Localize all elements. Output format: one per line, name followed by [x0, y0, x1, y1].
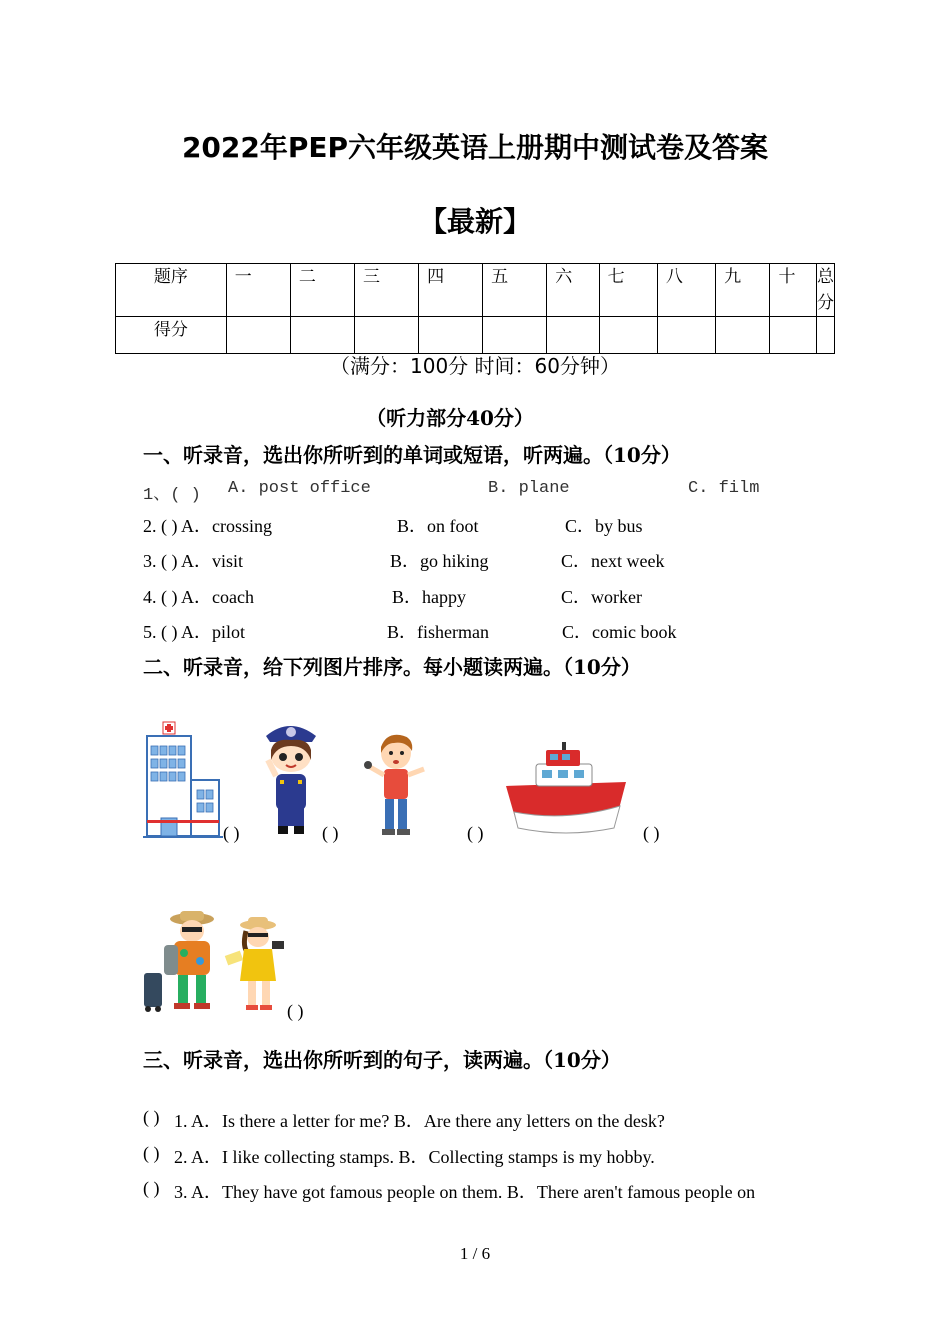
table-cell: 总分	[817, 264, 835, 317]
q3-option-b[interactable]: B．go hiking	[390, 551, 489, 571]
ship-image	[502, 742, 630, 838]
doc-title-sub: 【最新】	[418, 205, 531, 238]
table-cell[interactable]	[770, 317, 817, 354]
table-cell: 一	[226, 264, 290, 317]
page-number: 1 / 6	[459, 1244, 491, 1263]
table-cell: 二	[290, 264, 354, 317]
s3-q3-text: 3. A．They have got famous people on them. B．There aren't famous people on	[174, 1182, 756, 1202]
q3-option-a[interactable]: 3. ( ) A．visit	[143, 551, 244, 571]
police-officer-image	[258, 720, 322, 838]
travelers-image	[140, 907, 290, 1015]
q1-option-c[interactable]: C. film	[688, 479, 760, 498]
table-cell: 十	[770, 264, 817, 317]
q1-option-b[interactable]: B. plane	[488, 479, 570, 498]
q3-option-c[interactable]: C．next week	[561, 551, 665, 571]
table-cell[interactable]	[817, 317, 835, 354]
section3-heading: 三、听录音，选出你所听到的句子，读两遍。（10分）	[143, 1048, 621, 1072]
score-table	[115, 263, 835, 354]
pic1-answer-blank[interactable]: ( )	[223, 823, 240, 843]
q2-option-c[interactable]: C．by bus	[565, 516, 643, 536]
table-cell: 得分	[116, 317, 227, 354]
table-cell[interactable]	[419, 317, 483, 354]
table-cell[interactable]	[226, 317, 290, 354]
table-row	[116, 317, 835, 354]
boy-singing-image	[356, 733, 432, 837]
table-cell[interactable]	[354, 317, 418, 354]
q2-option-b[interactable]: B．on foot	[397, 516, 479, 536]
table-cell[interactable]	[599, 317, 657, 354]
q5-option-a[interactable]: 5. ( ) A．pilot	[143, 622, 245, 642]
q1-number: 1、( )	[143, 486, 201, 505]
hospital-image	[143, 720, 223, 838]
section2-heading: 二、听录音，给下列图片排序。每小题读两遍。（10分）	[143, 655, 641, 679]
listening-part-label: （听力部分40分）	[366, 406, 534, 430]
s3-q3-bracket[interactable]: ( )	[143, 1178, 160, 1198]
table-cell: 九	[716, 264, 770, 317]
table-cell[interactable]	[290, 317, 354, 354]
table-cell: 三	[354, 264, 418, 317]
pic5-answer-blank[interactable]: ( )	[287, 1001, 304, 1021]
pic3-answer-blank[interactable]: ( )	[467, 823, 484, 843]
table-cell: 五	[483, 264, 547, 317]
pic4-answer-blank[interactable]: ( )	[643, 823, 660, 843]
q1-option-a[interactable]: A. post office	[228, 479, 371, 498]
table-cell: 七	[599, 264, 657, 317]
table-cell: 八	[657, 264, 715, 317]
s3-q2-bracket[interactable]: ( )	[143, 1143, 160, 1163]
s3-q1-text: 1. A．Is there a letter for me? B．Are there any letters on the desk?	[174, 1111, 665, 1131]
table-cell[interactable]	[483, 317, 547, 354]
table-cell[interactable]	[547, 317, 599, 354]
q4-option-c[interactable]: C．worker	[561, 587, 642, 607]
table-cell: 四	[419, 264, 483, 317]
table-cell: 六	[547, 264, 599, 317]
q5-option-b[interactable]: B．fisherman	[387, 622, 489, 642]
table-row	[116, 264, 835, 317]
table-cell: 题序	[116, 264, 227, 317]
q4-option-a[interactable]: 4. ( ) A．coach	[143, 587, 254, 607]
q4-option-b[interactable]: B．happy	[392, 587, 466, 607]
s3-q2-text: 2. A．I like collecting stamps. B．Collecting stamps is my hobby.	[174, 1147, 655, 1167]
q2-option-a[interactable]: 2. ( ) A．crossing	[143, 516, 272, 536]
s3-q1-bracket[interactable]: ( )	[143, 1107, 160, 1127]
exam-meta: （满分：100分 时间：60分钟）	[330, 354, 620, 378]
doc-title: 2022年PEP六年级英语上册期中测试卷及答案	[181, 131, 769, 164]
table-cell[interactable]	[657, 317, 715, 354]
q5-option-c[interactable]: C．comic book	[562, 622, 677, 642]
table-cell[interactable]	[716, 317, 770, 354]
section1-heading: 一、听录音，选出你所听到的单词或短语，听两遍。（10分）	[143, 443, 681, 467]
pic2-answer-blank[interactable]: ( )	[322, 823, 339, 843]
